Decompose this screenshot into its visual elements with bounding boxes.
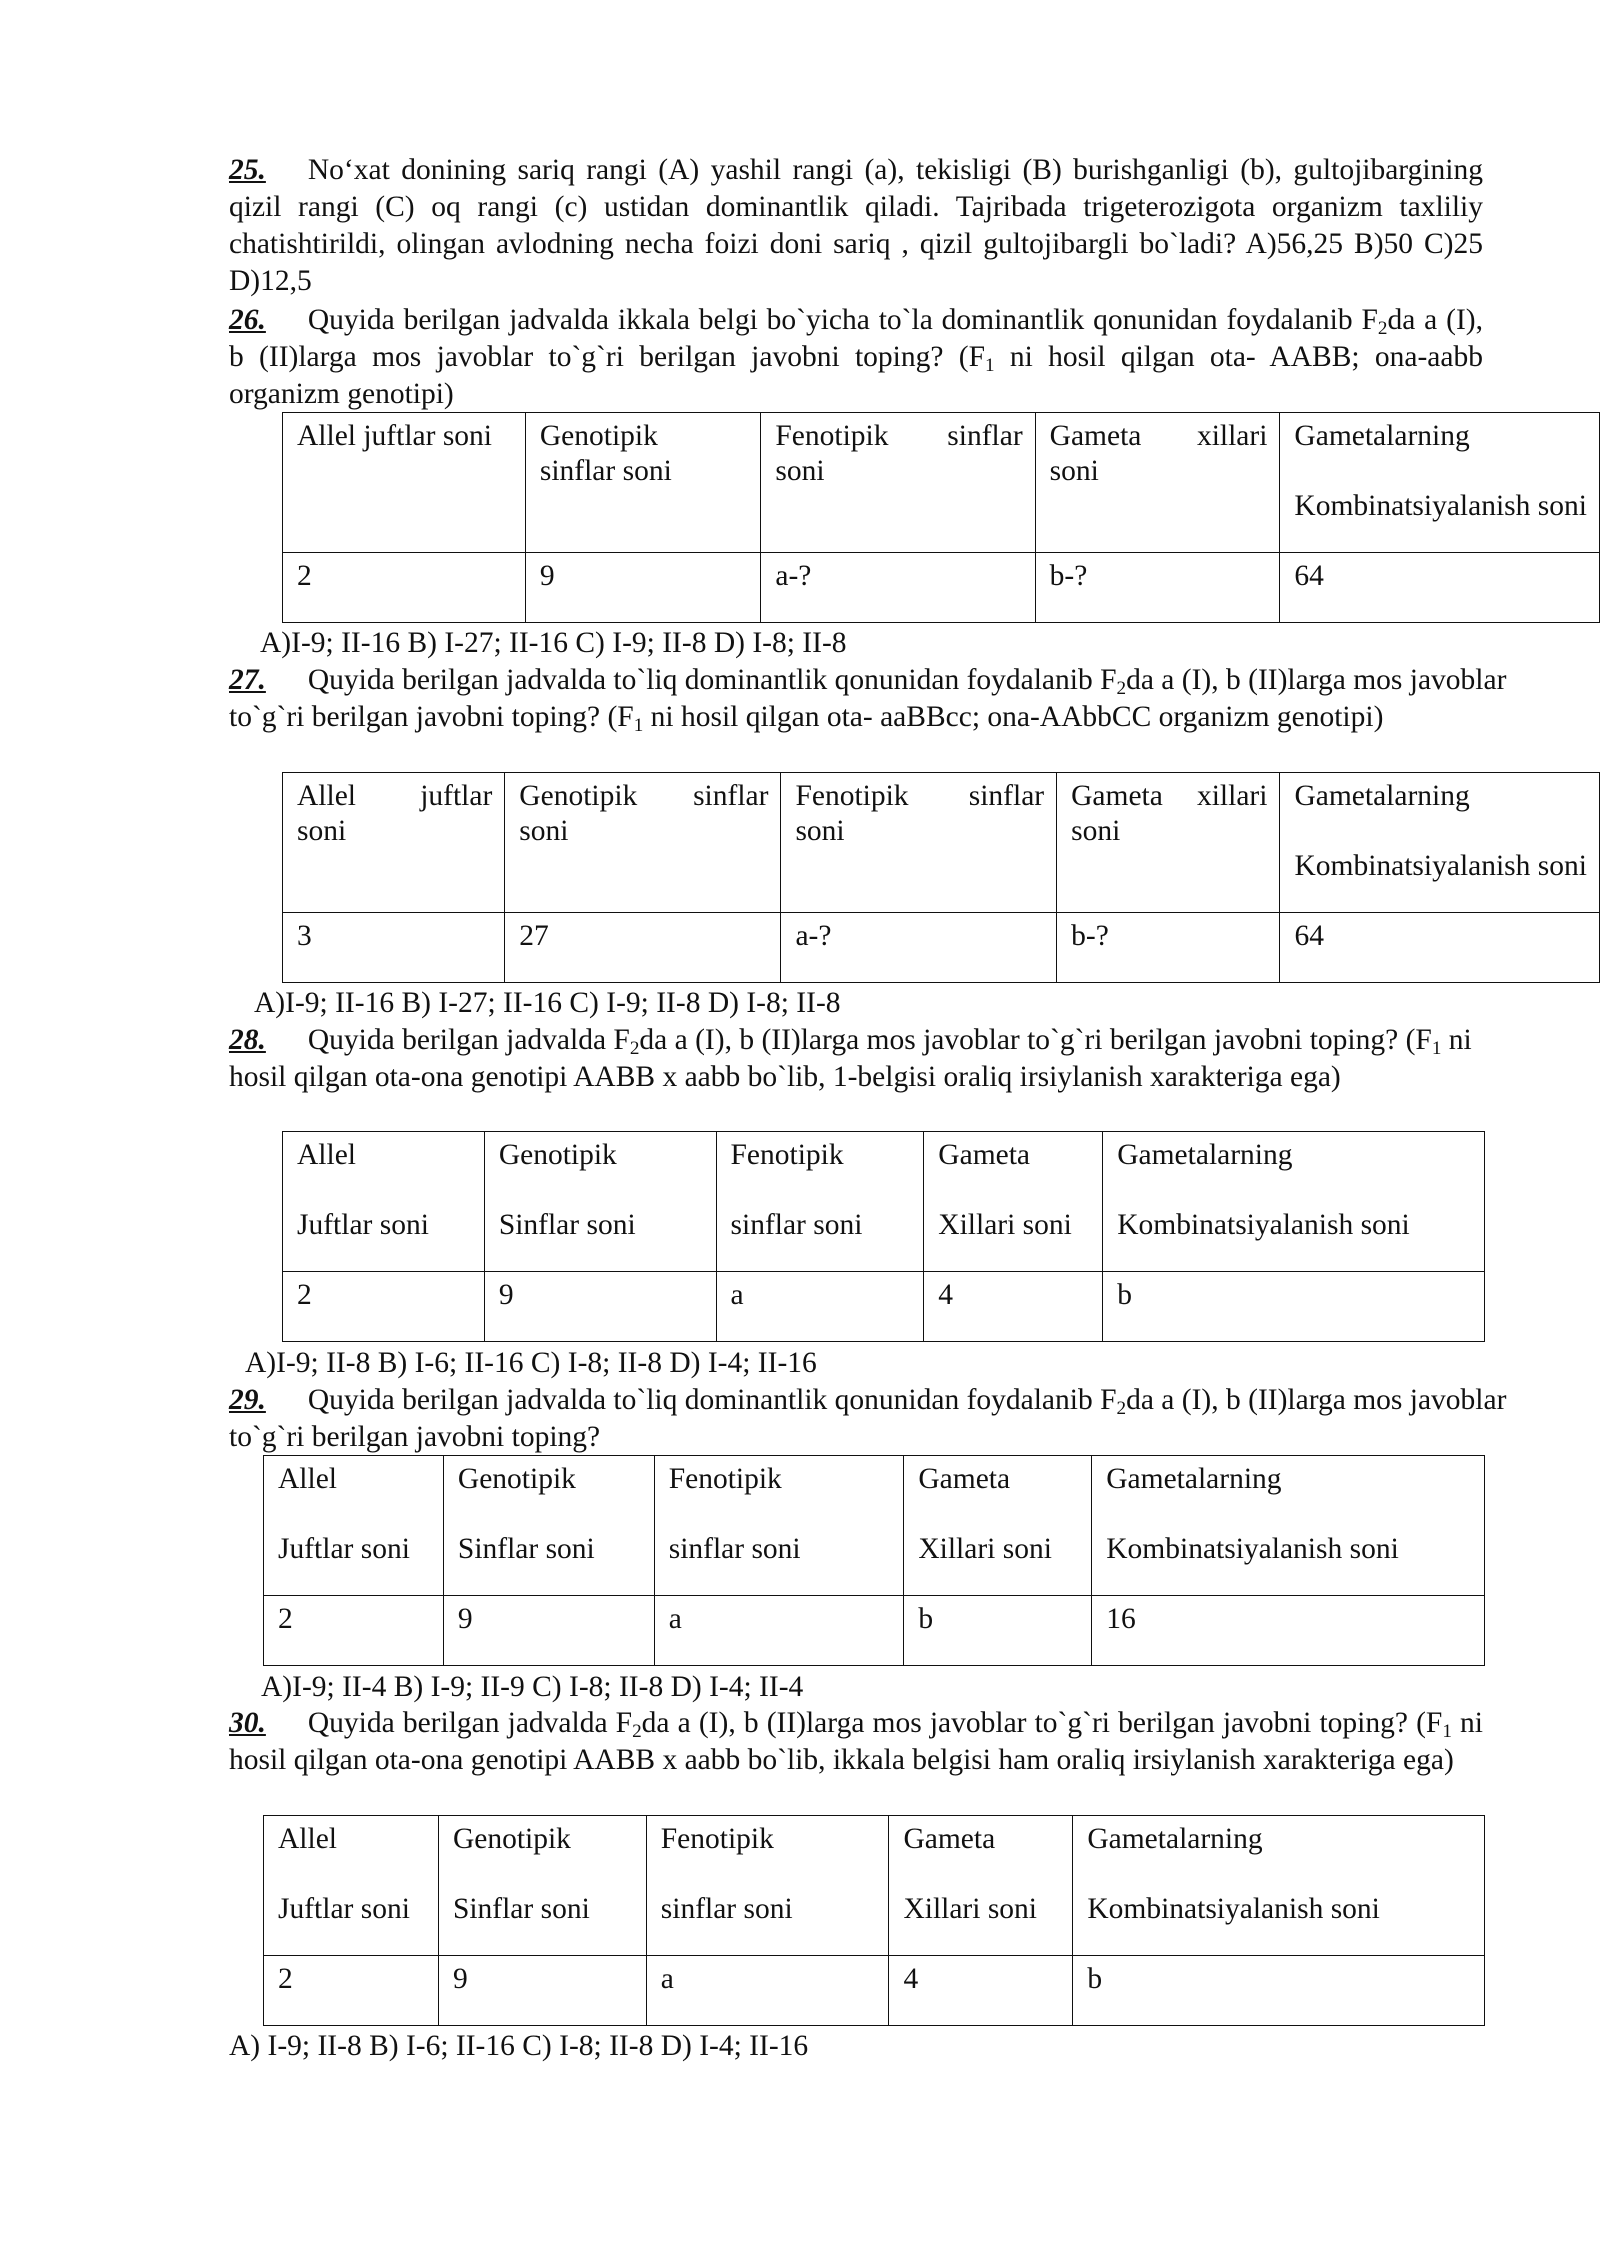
subscript: 1	[633, 714, 644, 736]
table-header-cell: Fenotipik sinflar soni	[646, 1816, 889, 1956]
table-header-cell: Gameta Xillari soni	[904, 1456, 1092, 1596]
question-text: da a (I), b (II)larga mos javoblar to`g`ri berilgan javobni toping? (F	[641, 1707, 1443, 1739]
table-header-cell: Gameta xillari soni	[1057, 773, 1280, 913]
question-text: da a (I), b (II)larga mos javoblar to`g`ri berilgan javobni toping? (F	[639, 1024, 1432, 1056]
question-text: No‘xat donining sariq rangi (A) yashil rangi (a), tekisligi (B) burishganligi (b), gultojibargining qizil rangi (C) oq rangi (c) ustidan dominantlik qiladi. Tajribada trigeterozigota organizm taxliliy chatishtirildi, olingan avlodning necha foizi doni sariq , qizil gultojibargli bo`ladi? A)56,25 B)50 C)25 D)12,5	[229, 154, 1483, 297]
subscript: 2	[632, 1720, 642, 1742]
table-cell: 27	[505, 913, 781, 983]
question-27-answer: A)I-9; II-16 B) I-27; II-16 C) I-9; II-8 D) I-8; II-8	[254, 987, 841, 1019]
table-header-cell: Gameta Xillari soni	[924, 1132, 1103, 1272]
question-28	[229, 1022, 1509, 1096]
question-text: Quyida berilgan jadvalda to`liq dominantlik qonunidan foydalanib F	[307, 664, 1117, 696]
table-header-row	[283, 773, 1600, 913]
table-header-cell: Fenotipik sinflar soni	[654, 1456, 904, 1596]
table-cell: 9	[484, 1272, 716, 1342]
table-cell: 2	[283, 553, 526, 623]
table-header-cell: Gameta xillari soni	[1035, 413, 1280, 553]
question-27	[229, 662, 1509, 736]
question-26-table	[282, 412, 1600, 623]
question-text: ni hosil qilgan ota-ona genotipi AABB x aabb bo`lib, 1-belgisi oraliq irsiylanish xarakteriga ega)	[229, 1024, 1472, 1093]
table-cell: 3	[283, 913, 505, 983]
table-cell: 4	[924, 1272, 1103, 1342]
table-header-cell: Fenotipik sinflar soni	[781, 773, 1057, 913]
table-header-cell: Genotipik Sinflar soni	[484, 1132, 716, 1272]
table-row	[283, 553, 1600, 623]
table-cell: 2	[264, 1596, 444, 1666]
table-header-cell: Genotipik sinflar soni	[505, 773, 781, 913]
question-28-table	[282, 1131, 1485, 1342]
table-header-cell: Allel Juftlar soni	[264, 1456, 444, 1596]
table-cell: 16	[1092, 1596, 1485, 1666]
question-number: 30.	[229, 1707, 266, 1739]
table-header-row	[264, 1456, 1485, 1596]
table-cell: b	[904, 1596, 1092, 1666]
question-text: Quyida berilgan jadvalda F	[307, 1707, 633, 1739]
table-cell: b-?	[1035, 553, 1280, 623]
question-text: ni hosil qilgan ota- AABB; ona-aabb organizm genotipi)	[229, 341, 1483, 410]
question-number: 25.	[229, 154, 266, 186]
question-26	[229, 302, 1483, 413]
table-header-row	[283, 413, 1600, 553]
table-cell: a	[654, 1596, 904, 1666]
question-30-table	[263, 1815, 1485, 2026]
question-text: da a (I), b (II)larga mos javoblar to`g`ri berilgan javobni toping? (F	[229, 664, 1507, 733]
question-25	[229, 152, 1483, 300]
question-number: 28.	[229, 1024, 266, 1056]
question-30	[229, 1705, 1483, 1779]
table-header-cell: Gametalarning Kombinatsiyalanish soni	[1103, 1132, 1485, 1272]
question-text: ni hosil qilgan ota- aaBBcc; ona-AAbbCC organizm genotipi)	[643, 701, 1384, 733]
table-header-cell: Gametalarning Kombinatsiyalanish soni	[1280, 773, 1600, 913]
question-text: Quyida berilgan jadvalda to`liq dominantlik qonunidan foydalanib F	[307, 1384, 1117, 1416]
subscript: 2	[1116, 677, 1127, 699]
table-header-cell: Fenotipik sinflar soni	[761, 413, 1035, 553]
question-29	[229, 1382, 1509, 1456]
table-header-cell: Allel juftlar soni	[283, 773, 505, 913]
table-row	[283, 913, 1600, 983]
table-header-cell: Allel Juftlar soni	[264, 1816, 439, 1956]
question-29-answer: A)I-9; II-4 B) I-9; II-9 C) I-8; II-8 D) I-4; II-4	[261, 1671, 804, 1703]
table-header-cell: Fenotipik sinflar soni	[716, 1132, 924, 1272]
table-row	[264, 1956, 1485, 2026]
subscript: 1	[1431, 1037, 1442, 1059]
subscript: 1	[985, 354, 995, 376]
table-cell: 64	[1280, 913, 1600, 983]
table-row	[283, 1272, 1485, 1342]
table-header-cell: Allel Juftlar soni	[283, 1132, 485, 1272]
table-header-row	[264, 1816, 1485, 1956]
table-cell: b	[1103, 1272, 1485, 1342]
question-text: ni hosil qilgan ota-ona genotipi AABB x aabb bo`lib, ikkala belgisi ham oraliq irsiylanish xarakteriga ega)	[229, 1707, 1483, 1776]
subscript: 2	[629, 1037, 640, 1059]
table-header-cell: Gameta Xillari soni	[889, 1816, 1073, 1956]
table-cell: 9	[525, 553, 761, 623]
table-header-cell: Genotipik sinflar soni	[525, 413, 761, 553]
question-number: 29.	[229, 1384, 266, 1416]
question-26-answer: A)I-9; II-16 B) I-27; II-16 C) I-9; II-8 D) I-8; II-8	[260, 627, 847, 659]
question-text: da a (I), b (II)larga mos javoblar to`g`ri berilgan javobni toping?	[229, 1384, 1507, 1453]
table-header-cell: Genotipik Sinflar soni	[438, 1816, 646, 1956]
table-cell: b	[1073, 1956, 1485, 2026]
subscript: 1	[1442, 1720, 1452, 1742]
question-text: Quyida berilgan jadvalda ikkala belgi bo`yicha to`la dominantlik qonunidan foydalanib F	[307, 304, 1378, 336]
table-header-cell: Genotipik Sinflar soni	[443, 1456, 654, 1596]
table-cell: 2	[264, 1956, 439, 2026]
table-cell: a-?	[761, 553, 1035, 623]
table-cell: a-?	[781, 913, 1057, 983]
table-header-cell: Allel juftlar soni	[283, 413, 526, 553]
table-header-cell: Gametalarning Kombinatsiyalanish soni	[1073, 1816, 1485, 1956]
question-30-answer: A) I-9; II-8 B) I-6; II-16 C) I-8; II-8 D) I-4; II-16	[229, 2030, 809, 2062]
subscript: 2	[1377, 317, 1388, 339]
table-cell: b-?	[1057, 913, 1280, 983]
question-text: da a (I), b (II)larga mos javoblar to`g`ri berilgan javobni toping? (F	[229, 304, 1483, 373]
question-27-table	[282, 772, 1600, 983]
subscript: 2	[1116, 1397, 1127, 1419]
table-cell: 2	[283, 1272, 485, 1342]
table-cell: 64	[1280, 553, 1600, 623]
question-text: Quyida berilgan jadvalda F	[307, 1024, 630, 1056]
table-cell: 9	[438, 1956, 646, 2026]
question-28-answer: A)I-9; II-8 B) I-6; II-16 C) I-8; II-8 D) I-4; II-16	[245, 1347, 817, 1379]
table-header-cell: Gametalarning Kombinatsiyalanish soni	[1280, 413, 1600, 553]
table-cell: 9	[443, 1596, 654, 1666]
table-cell: 4	[889, 1956, 1073, 2026]
question-number: 27.	[229, 664, 266, 696]
table-header-cell: Gametalarning Kombinatsiyalanish soni	[1092, 1456, 1485, 1596]
table-row	[264, 1596, 1485, 1666]
question-number: 26.	[229, 304, 266, 336]
question-29-table	[263, 1455, 1485, 1666]
table-header-row	[283, 1132, 1485, 1272]
table-cell: a	[716, 1272, 924, 1342]
table-cell: a	[646, 1956, 889, 2026]
